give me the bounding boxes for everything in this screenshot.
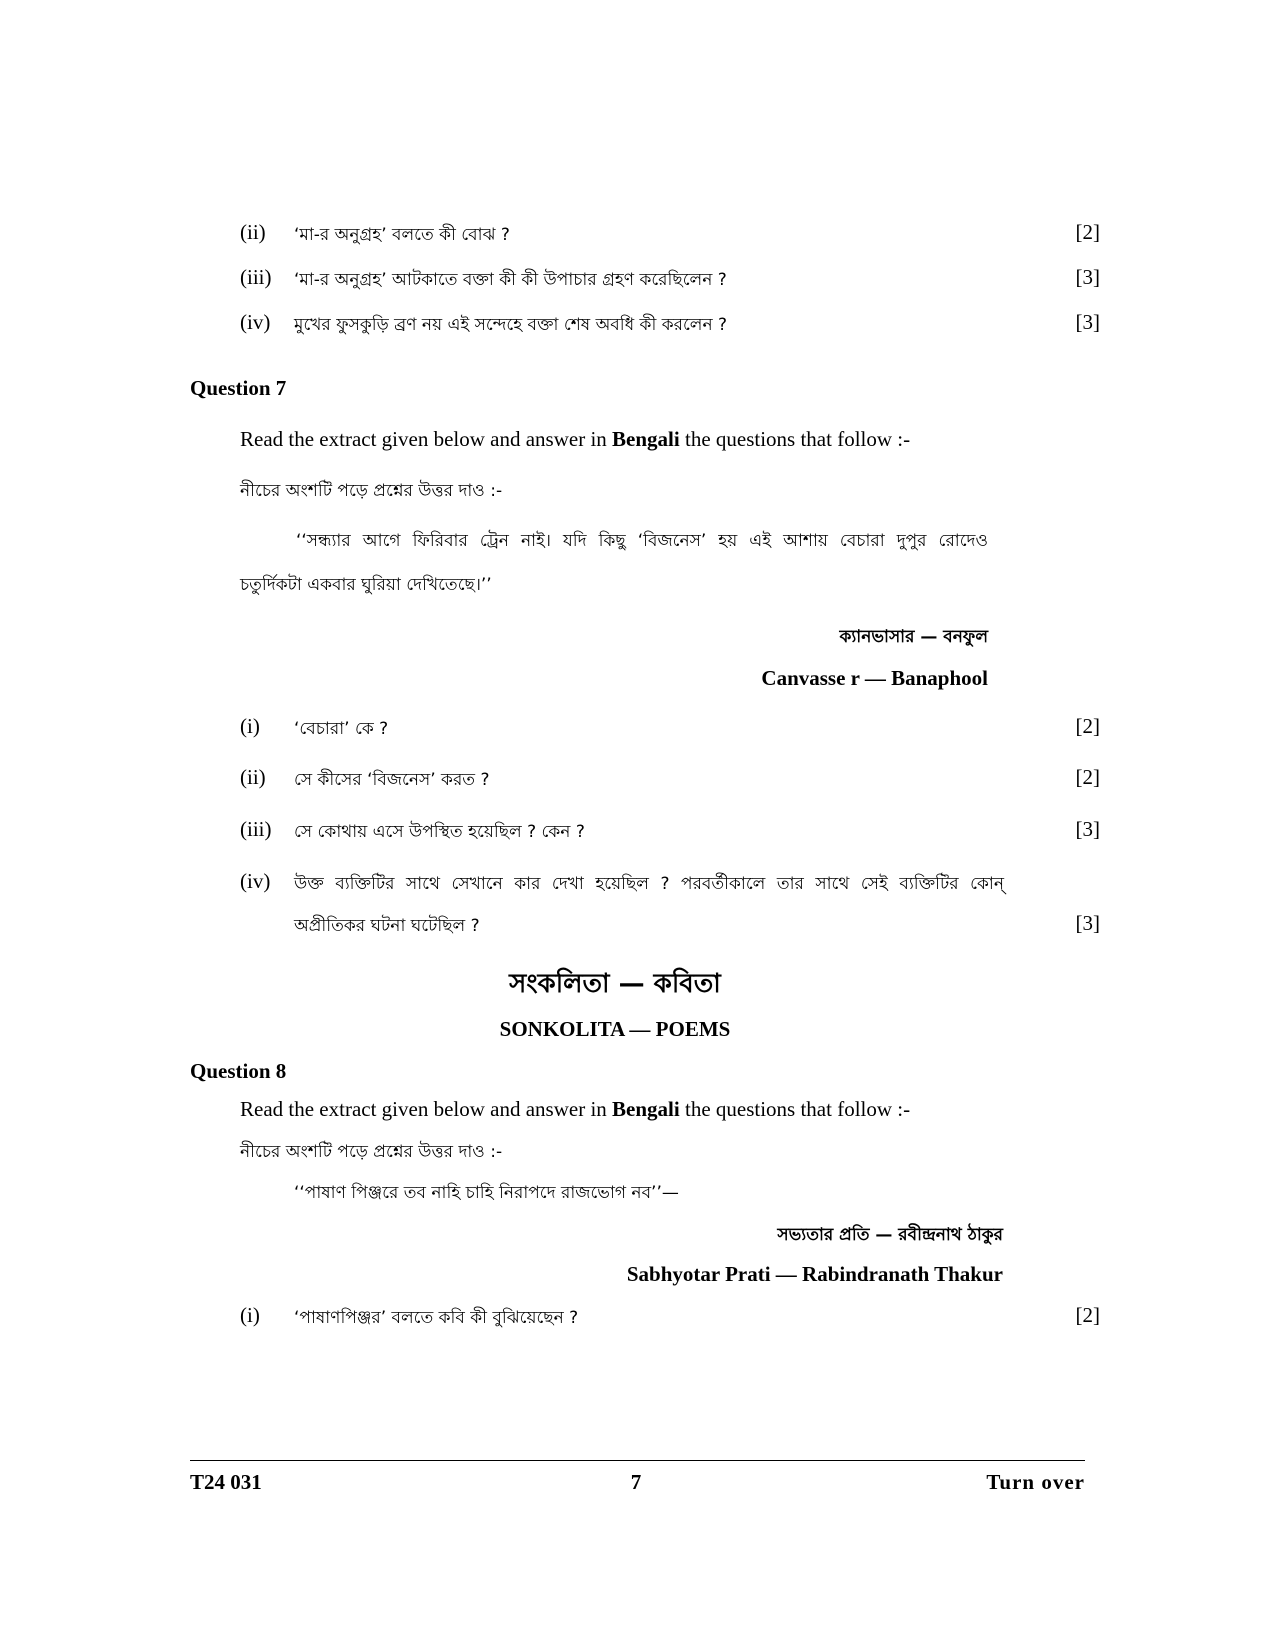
instruction-text: Read the extract given below and answer in (240, 427, 613, 451)
question-8-heading: Question 8 (190, 1059, 287, 1083)
q8-instruction-bengali: নীচের অংশটি পড়ে প্রশ্নের উত্তর দাও :- (240, 1142, 503, 1162)
q7-extract-line-1: ‘‘সন্ধ্যার আগে ফিরিবার ট্রেন নাই। যদি কিছু ‘বিজনেস’ হয় এই আশায় বেচারা দুপুর রোদেও (296, 531, 988, 551)
question-7-heading: Question 7 (190, 376, 287, 400)
q7-source-bengali: ক্যানভাসার — বনফুল (839, 627, 988, 647)
q8-extract: ‘‘পাষাণ পিঞ্জরে তব নাহি চাহি নিরাপদে রাজভোগ নব’’— (294, 1183, 679, 1203)
item-marks: [2] (1075, 765, 1100, 789)
instruction-text-end: the questions that follow :- (679, 1097, 911, 1121)
turn-over: Turn over (986, 1470, 1085, 1494)
paper-code: T24 031 (190, 1470, 262, 1494)
instruction-language: Bengali (612, 427, 680, 451)
q8-source-english: Sabhyotar Prati — Rabindranath Thakur (626, 1262, 1003, 1286)
item-marks: [3] (1075, 817, 1100, 841)
instruction-language: Bengali (612, 1097, 680, 1121)
item-number: (iii) (240, 265, 272, 289)
item-number: (iv) (240, 869, 271, 893)
instruction-text-end: the questions that follow :- (679, 427, 911, 451)
item-number: (i) (240, 714, 260, 738)
item-number: (i) (240, 1303, 260, 1327)
q7-extract-line-2: চতুর্দিকটা একবার ঘুরিয়া দেখিতেছে।’’ (240, 575, 492, 595)
item-text: মুখের ফুসকুড়ি ব্রণ নয় এই সন্দেহে বক্তা শেষ অবধি কী করলেন ? (294, 315, 728, 335)
item-text: ‘মা-র অনুগ্রহ’ আটকাতে বক্তা কী কী উপাচার গ্রহণ করেছিলেন ? (294, 270, 727, 290)
instruction-text: Read the extract given below and answer in (240, 1097, 613, 1121)
q7-instruction-bengali: নীচের অংশটি পড়ে প্রশ্নের উত্তর দাও :- (240, 481, 503, 501)
section-title-english: SONKOLITA — POEMS (499, 1017, 731, 1041)
item-marks: [2] (1075, 220, 1100, 244)
item-marks: [3] (1075, 310, 1100, 334)
item-number: (ii) (240, 220, 266, 244)
q7-source-english: Canvasse r — Banaphool (761, 666, 988, 690)
item-text: ‘বেচারা’ কে ? (294, 719, 389, 739)
q8-instruction (240, 1097, 910, 1122)
item-marks: [3] (1075, 265, 1100, 289)
q8-source-bengali: সভ্যতার প্রতি — রবীন্দ্রনাথ ঠাকুর (777, 1225, 1003, 1245)
item-text-line-1: উক্ত ব্যক্তিটির সাথে সেখানে কার দেখা হয়েছিল ? পরবর্তীকালে তার সাথে সেই ব্যক্তিটির কোন্ (294, 874, 1004, 894)
item-text-line-2: অপ্রীতিকর ঘটনা ঘটেছিল ? (294, 916, 480, 936)
section-title-bengali: সংকলিতা — কবিতা (509, 969, 721, 999)
item-marks: [3] (1075, 911, 1100, 935)
footer-rule (190, 1460, 1085, 1461)
page-number: 7 (630, 1470, 642, 1494)
q7-instruction (240, 427, 910, 452)
item-text: ‘মা-র অনুগ্রহ’ বলতে কী বোঝ ? (294, 225, 510, 245)
item-text: ‘পাষাণপিঞ্জর’ বলতে কবি কী বুঝিয়েছেন ? (294, 1308, 579, 1328)
item-text: সে কীসের ‘বিজনেস’ করত ? (294, 770, 490, 790)
item-marks: [2] (1075, 714, 1100, 738)
item-number: (ii) (240, 765, 266, 789)
item-number: (iii) (240, 817, 272, 841)
item-text: সে কোথায় এসে উপস্থিত হয়েছিল ? কেন ? (294, 822, 585, 842)
item-marks: [2] (1075, 1303, 1100, 1327)
item-number: (iv) (240, 310, 271, 334)
